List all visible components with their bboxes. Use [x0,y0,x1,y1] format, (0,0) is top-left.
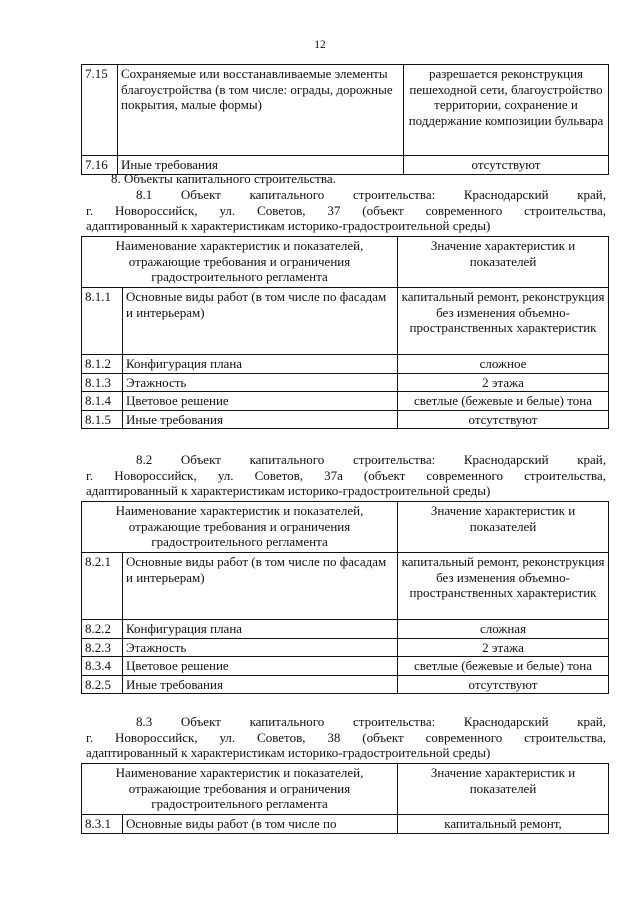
table-header: Наименование характеристик и показателей, отражающие требования и ограничения градостроительного регламента Значение характеристик и показателей [82,764,609,815]
section-8-3-intro: 8.3 Объект капитального строительства: Краснодарский край, г. Новороссийск, ул. Советов, 38 (объект современного строительства, адаптированный к характеристикам историко-градостроительной среды) [86,714,606,760]
row-number: 7.16 [82,156,118,175]
table-8-1 [81,236,609,429]
table-row: 8.2.2 Конфигурация плана сложная [82,620,609,639]
table-row: 8.1.5 Иные требования отсутствуют [82,410,609,429]
page-number: 12 [314,39,326,51]
table-row: 8.1.4 Цветовое решение светлые (бежевые и белые) тона [82,392,609,411]
table-8-3 [81,763,609,834]
table-row: 8.1.3 Этажность 2 этажа [82,373,609,392]
row-number: 7.15 [82,65,118,156]
table-row: 8.1.1 Основные виды работ (в том числе по фасадам и интерьерам) капитальный ремонт, реконструкция без изменения объемно-пространственных характеристик [82,288,609,355]
table-row: 8.1.2 Конфигурация плана сложное [82,355,609,374]
table-row: 8.2.5 Иные требования отсутствуют [82,675,609,694]
table-header [82,237,609,288]
row-value: отсутствуют [404,156,609,175]
section-8-2-intro: 8.2 Объект капитального строительства: Краснодарский край, г. Новороссийск, ул. Советов, 37а (объект современного строительства, адаптированный к характеристикам историко-градостроительной среды) [86,452,606,498]
row-value: разрешается реконструкция пешеходной сети, благоустройство территории, сохранение и поддержание композиции бульвара [404,65,609,156]
row-name: Иные требования [118,156,404,175]
row-name: Сохраняемые или восстанавливаемые элементы благоустройства (в том числе: ограды, дорожные покрытия, малые формы) [118,65,404,156]
table-row: 8.3.1 Основные виды работ (в том числе по капитальный ремонт, [82,815,609,834]
header-value: Значение характеристик и показателей [398,237,609,288]
table-row: 8.2.1 Основные виды работ (в том числе по фасадам и интерьерам) капитальный ремонт, реконструкция без изменения объемно-пространственных характеристик [82,553,609,620]
table-row [82,65,609,156]
section-8-1-intro: 8.1 Объект капитального строительства: Краснодарский край, г. Новороссийск, ул. Советов, 37 (объект современного строительства, адаптированный к характеристикам историко-градостроительной среды) [86,187,606,233]
section-heading: 8. Объекты капитального строительства. [111,171,336,186]
table-row: 8.2.3 Этажность 2 этажа [82,638,609,657]
table-8-2 [81,501,609,694]
header-name: Наименование характеристик и показателей, отражающие требования и ограничения градостроительного регламента [82,237,398,288]
table-row: 8.3.4 Цветовое решение светлые (бежевые и белые) тона [82,657,609,676]
table-7 [81,64,609,175]
table-header: Наименование характеристик и показателей, отражающие требования и ограничения градостроительного регламента Значение характеристик и показателей [82,502,609,553]
